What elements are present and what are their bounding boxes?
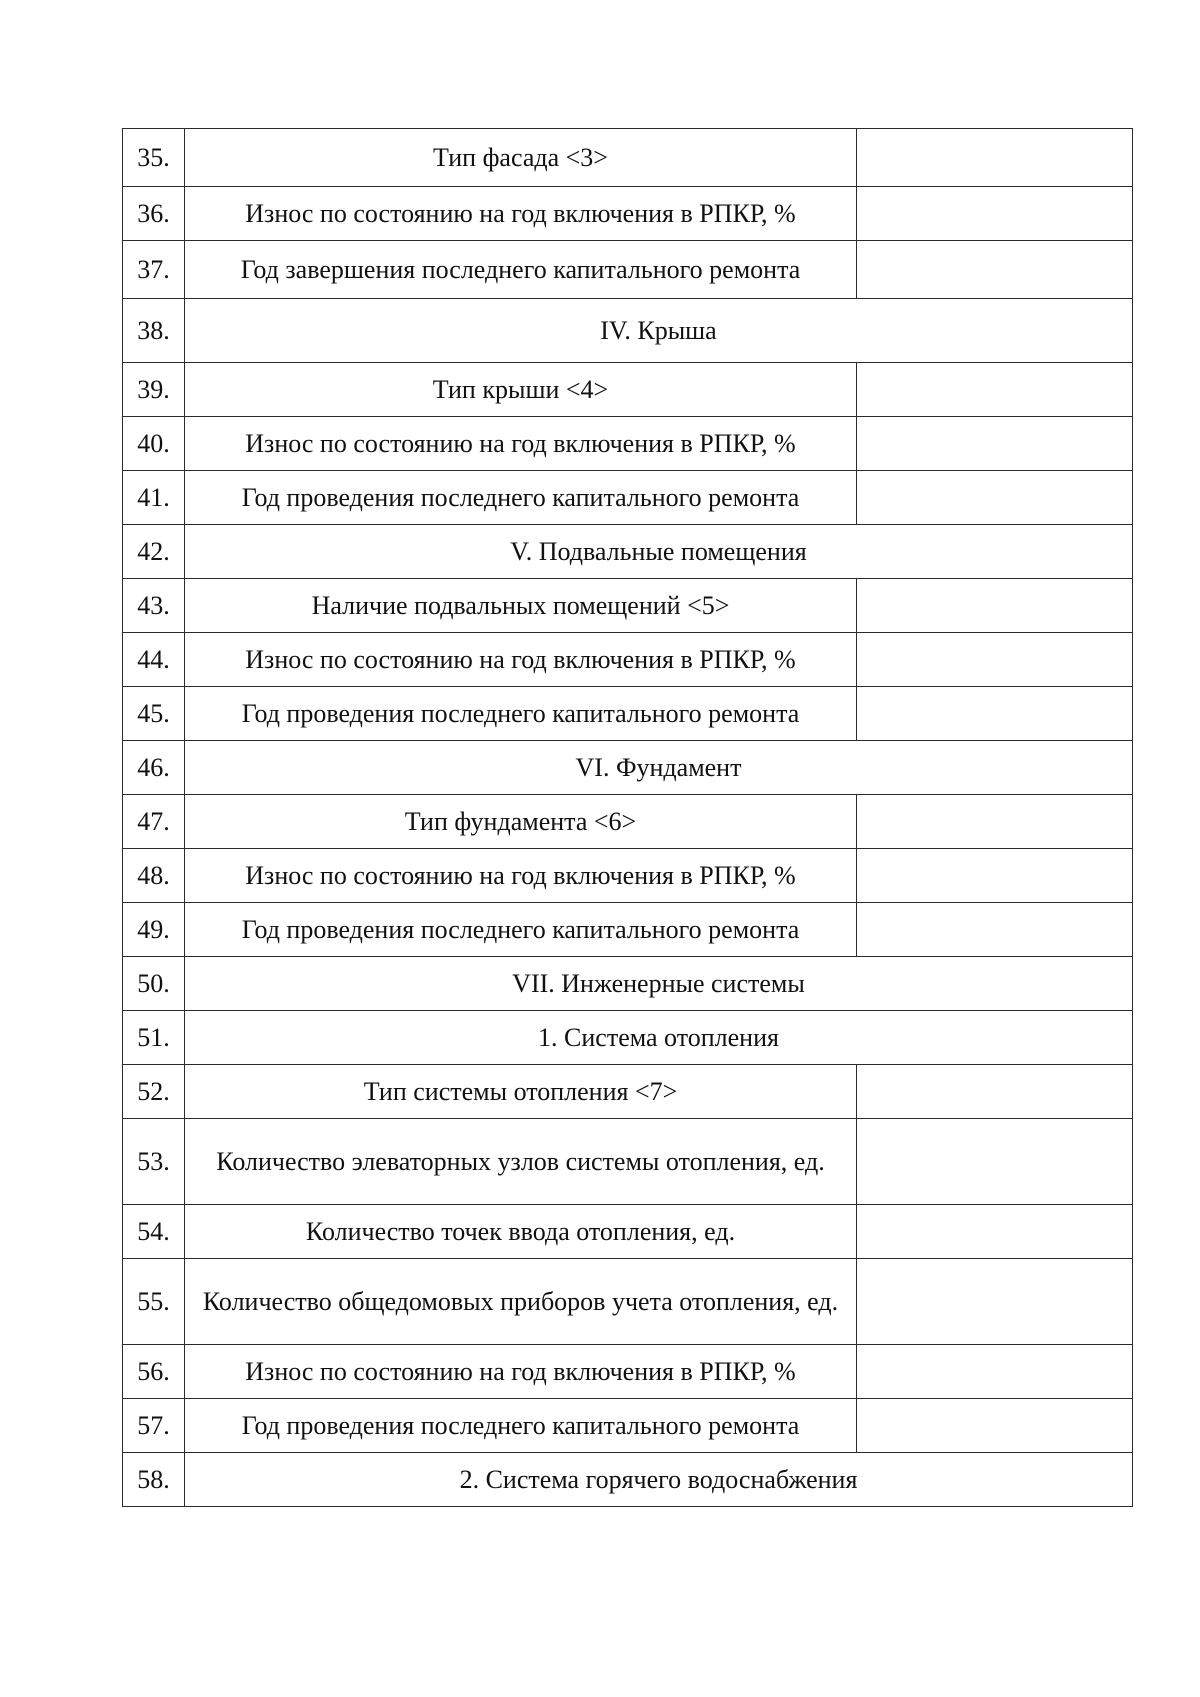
value-cell	[857, 1399, 1133, 1453]
field-label: Износ по состоянию на год включения в РПКР, %	[185, 1345, 857, 1399]
section-heading: V. Подвальные помещения	[185, 525, 1133, 579]
section-heading: 1. Система отопления	[185, 1011, 1133, 1065]
table-row	[123, 417, 1133, 471]
table-row	[123, 363, 1133, 417]
value-cell	[857, 1259, 1133, 1345]
row-number: 58.	[123, 1453, 185, 1507]
row-number: 57.	[123, 1399, 185, 1453]
section-row	[123, 1011, 1133, 1065]
field-label: Износ по состоянию на год включения в РПКР, %	[185, 633, 857, 687]
field-label: Год проведения последнего капитального ремонта	[185, 471, 857, 525]
table-row	[123, 849, 1133, 903]
row-number: 44.	[123, 633, 185, 687]
table-row	[123, 187, 1133, 241]
section-row	[123, 525, 1133, 579]
field-label: Тип системы отопления <7>	[185, 1065, 857, 1119]
field-label: Наличие подвальных помещений <5>	[185, 579, 857, 633]
row-number: 46.	[123, 741, 185, 795]
table-row	[123, 241, 1133, 299]
field-label: Тип фундамента <6>	[185, 795, 857, 849]
table-row	[123, 1259, 1133, 1345]
form-table	[122, 128, 1133, 1507]
row-number: 51.	[123, 1011, 185, 1065]
row-number: 45.	[123, 687, 185, 741]
value-cell	[857, 1345, 1133, 1399]
field-label: Год проведения последнего капитального ремонта	[185, 903, 857, 957]
table-row	[123, 1065, 1133, 1119]
field-label: Тип фасада <3>	[185, 129, 857, 187]
row-number: 35.	[123, 129, 185, 187]
row-number: 55.	[123, 1259, 185, 1345]
row-number: 37.	[123, 241, 185, 299]
row-number: 40.	[123, 417, 185, 471]
value-cell	[857, 1065, 1133, 1119]
value-cell	[857, 687, 1133, 741]
table-row	[123, 633, 1133, 687]
field-label: Количество элеваторных узлов системы отопления, ед.	[185, 1119, 857, 1205]
field-label: Год завершения последнего капитального ремонта	[185, 241, 857, 299]
value-cell	[857, 241, 1133, 299]
row-number: 53.	[123, 1119, 185, 1205]
table-row	[123, 1345, 1133, 1399]
section-row	[123, 1453, 1133, 1507]
table-row	[123, 1399, 1133, 1453]
table-row	[123, 1205, 1133, 1259]
row-number: 38.	[123, 299, 185, 363]
row-number: 47.	[123, 795, 185, 849]
field-label: Износ по состоянию на год включения в РПКР, %	[185, 849, 857, 903]
field-label: Количество общедомовых приборов учета отопления, ед.	[185, 1259, 857, 1345]
value-cell	[857, 579, 1133, 633]
row-number: 49.	[123, 903, 185, 957]
value-cell	[857, 1119, 1133, 1205]
value-cell	[857, 129, 1133, 187]
section-row	[123, 741, 1133, 795]
field-label: Год проведения последнего капитального ремонта	[185, 687, 857, 741]
value-cell	[857, 471, 1133, 525]
table-row	[123, 471, 1133, 525]
table-row	[123, 687, 1133, 741]
section-row	[123, 299, 1133, 363]
row-number: 56.	[123, 1345, 185, 1399]
section-row	[123, 957, 1133, 1011]
row-number: 41.	[123, 471, 185, 525]
row-number: 39.	[123, 363, 185, 417]
row-number: 36.	[123, 187, 185, 241]
section-heading: VII. Инженерные системы	[185, 957, 1133, 1011]
field-label: Количество точек ввода отопления, ед.	[185, 1205, 857, 1259]
table-row	[123, 903, 1133, 957]
table-row	[123, 795, 1133, 849]
section-heading: IV. Крыша	[185, 299, 1133, 363]
value-cell	[857, 633, 1133, 687]
field-label: Износ по состоянию на год включения в РПКР, %	[185, 187, 857, 241]
value-cell	[857, 417, 1133, 471]
field-label: Год проведения последнего капитального ремонта	[185, 1399, 857, 1453]
section-heading: 2. Система горячего водоснабжения	[185, 1453, 1133, 1507]
row-number: 42.	[123, 525, 185, 579]
row-number: 48.	[123, 849, 185, 903]
value-cell	[857, 903, 1133, 957]
value-cell	[857, 187, 1133, 241]
row-number: 52.	[123, 1065, 185, 1119]
table-row	[123, 1119, 1133, 1205]
row-number: 50.	[123, 957, 185, 1011]
row-number: 54.	[123, 1205, 185, 1259]
table-row	[123, 129, 1133, 187]
field-label: Тип крыши <4>	[185, 363, 857, 417]
table-row	[123, 579, 1133, 633]
value-cell	[857, 363, 1133, 417]
field-label: Износ по состоянию на год включения в РПКР, %	[185, 417, 857, 471]
value-cell	[857, 795, 1133, 849]
value-cell	[857, 1205, 1133, 1259]
value-cell	[857, 849, 1133, 903]
row-number: 43.	[123, 579, 185, 633]
section-heading: VI. Фундамент	[185, 741, 1133, 795]
